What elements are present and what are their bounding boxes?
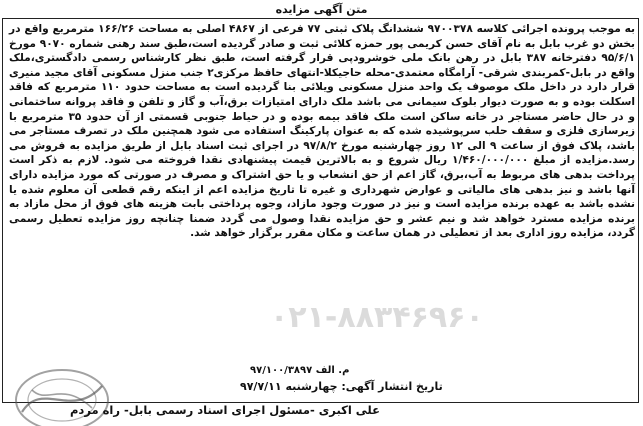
phone-watermark: ۰۲۱-۸۸۳۴۶۹۶۰ xyxy=(270,300,484,335)
notice-reference: م. الف ۹۷/۱۰۰/۳۸۹۷ xyxy=(250,365,350,376)
publication-date: تاریخ انتشار آگهی: چهارشنبه ۹۷/۷/۱۱ xyxy=(240,380,443,393)
notice-body: به موجب پرونده اجرائی کلاسه ۹۷۰۰۳۷۸ ششدانگ پلاک ثبتی ۷۷ فرعی از ۴۸۶۷ اصلی به مساحت ۱۶۶/۲۶ مترمربع واقع در بخش دو غرب بابل به نام آقای حسن کریمی پور حمزه کلائی ثبت و صادر گردیده است،طبق سند رهنی شماره ۹۰۷۰ مورخ ۹۵/۶/۱ دفترخانه ۳۸۷ بابل در رهن بانک ملی خوشرودپی قرار گرفته است، طبق نظر کارشناس رسمی دادگستری،ملک واقع در بابل-کمربندی شرقی- آرامگاه معتمدی-محله حاجیکلا-انتهای حافظ مرکزی۲ جنب منزل مسکونی آقای مجید منیری قرار دارد در داخل ملک موصوف یک واحد منزل مسکونی ویلائی بنا گردیده است به مساحت حدود ۱۱۰ مترمربع که فاقد اسکلت بوده و به صورت دیوار بلوک سیمانی می باشد ملک دارای امتیازات برق،آب و گاز و تلفن و فاقد پروانه ساختمانی و در حال حاضر مستاجر در خانه ساکن است ملک فاقد بیمه بوده و در حیاط جنوبی قسمتی از آن حدود ۳۵ مترمربع با زیرسازی فلزی و سقف حلب سرپوشیده شده که به عنوان پارکینگ استفاده می شود همچنین ملک در تصرف مستاجر می باشد، پلاک فوق از ساعت ۹ الی ۱۲ روز چهارشنبه مورخ ۹۷/۸/۲ در اجرای ثبت اسناد بابل از طریق مزایده به فروش می رسد.مزایده از مبلغ ۱/۴۶۰/۰۰۰/۰۰۰ ریال شروع و به بالاترین قیمت پیشنهادی نقدا فروخته می شود. لازم به ذکر است پرداخت بدهی های مربوط به آب،برق، گاز اعم از حق انشعاب و یا حق اشتراک و مصرف در صورتی که مورد مزایده دارای آنها باشد و نیز بدهی های مالیاتی و عوارض شهرداری و غیره تا تاریخ مزایده اعم از اینکه رقم قطعی آن معلوم شده یا نشده باشد به عهده برنده مزایده است و نیز در صورت وجود مازاد، وجوه پرداختی بابت هزینه های فوق از محل مازاد به برنده مزایده مسترد خواهد شد و نیم عشر و حق مزایده نقدا وصول می گردد ضمنا چنانچه روز مزایده تعطیل رسمی گردد، مزایده روز اداری بعد از تعطیلی در همان ساعت و مکان مقرر برگزار خواهد شد. xyxy=(9,23,635,240)
signature-line: علی اکبری -مسئول اجرای اسناد رسمی بابل- راه مردم xyxy=(70,403,380,417)
notice-title: متن آگهی مزایده xyxy=(275,3,368,16)
